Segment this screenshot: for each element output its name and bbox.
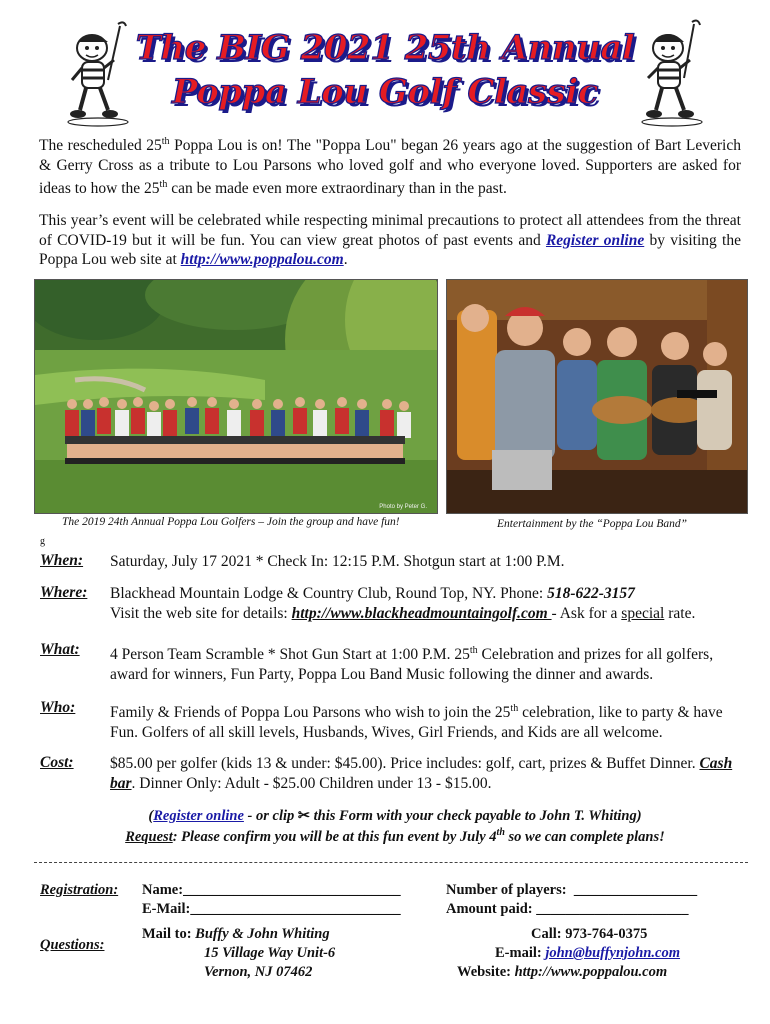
- when-label: When:: [40, 552, 84, 569]
- blackhead-website-link[interactable]: http://www.blackheadmountaingolf.com: [291, 604, 552, 622]
- register-online-callout-link[interactable]: Register online: [153, 808, 244, 824]
- number-of-players-field[interactable]: Number of players: _________________: [446, 882, 698, 898]
- where-label: Where:: [40, 584, 88, 601]
- band-photo-caption: Entertainment by the “Poppa Lou Band”: [497, 518, 688, 530]
- photo-credit: Photo by Peter G.: [379, 504, 427, 510]
- stray-mark: g: [40, 536, 45, 547]
- who-text: Family & Friends of Poppa Lou Parsons who wish to join the 25th celebration, like to party & have Fun. Golfers of all skill levels, Husbands, Wives, Girl Friends, and Kids are all welcome.: [110, 703, 723, 741]
- call-phone: Call: 973-764-0375: [531, 926, 648, 942]
- what-text: 4 Person Team Scramble * Shot Gun Start at 1:00 P.M. 25th Celebration and prizes for all golfers, award for winners, Fun Party, Poppa Lou Band Music following the dinner and awards.: [110, 645, 714, 683]
- contact-website: Website: http://www.poppalou.com: [457, 964, 668, 980]
- who-label: Who:: [40, 699, 76, 716]
- registration-label: Registration:: [40, 882, 119, 898]
- email-field[interactable]: E-Mail:_____________________________: [142, 901, 401, 917]
- callout-line-1: (Register online - or clip ✂ this Form with your check payable to John T. Whiting): [148, 808, 642, 824]
- register-online-link[interactable]: Register online: [545, 231, 645, 249]
- clip-line-divider: [34, 862, 748, 863]
- name-field[interactable]: Name:______________________________: [142, 882, 401, 898]
- callout-line-2: Request: Please confirm you will be at this fun event by July 4th so we can complete plans!: [125, 827, 665, 845]
- where-text: Blackhead Mountain Lodge & Country Club, Round Top, NY. Phone: 518-622-3157 Visit the web site for details: http://www.blackheadmountaingolf.com - Ask for a special rate.: [110, 585, 696, 622]
- golfers-photo-caption: The 2019 24th Annual Poppa Lou Golfers – Join the group and have fun!: [62, 516, 400, 528]
- poppa-lou-band-photo: [446, 279, 748, 514]
- title-line-1: The BIG 2021 25th Annual: [135, 28, 635, 68]
- contact-website-link[interactable]: http://www.poppalou.com: [514, 964, 668, 980]
- golfers-group-photo: [34, 279, 438, 514]
- intro-paragraph-1: The rescheduled 25th Poppa Lou is on! The "Poppa Lou" began 26 years ago at the suggestion of Bart Leverich & Gerry Cross as a tribute to Lou Parsons who loved golf and who everyone loved. Supporters are asked for ideas to how the 25th can be made even more extraordinary than in the past.: [39, 136, 741, 198]
- contact-email-link[interactable]: john@buffynjohn.com: [545, 945, 681, 961]
- cost-label: Cost:: [40, 754, 74, 771]
- when-text: Saturday, July 17 2021 * Check In: 12:15 P.M. Shotgun start at 1:00 P.M.: [110, 553, 565, 570]
- contact-email: E-mail: john@buffynjohn.com: [495, 945, 681, 961]
- title-line-2: Poppa Lou Golf Classic: [172, 72, 598, 112]
- what-label: What:: [40, 641, 80, 658]
- intro-paragraph-2: This year’s event will be celebrated while respecting minimal precautions to protect all attendees from the threat of COVID-19 but it will be fun. You can view great photos of past events and Register online by visiting the Poppa Lou web site at http://www.poppalou.com.: [39, 212, 741, 268]
- golfer-mascot-right-icon: [632, 18, 712, 130]
- questions-label: Questions:: [40, 937, 105, 953]
- amount-paid-field[interactable]: Amount paid: _____________________: [446, 901, 689, 917]
- scissors-icon: ✂: [297, 808, 311, 824]
- mail-address-line-2: Vernon, NJ 07462: [204, 964, 313, 980]
- cost-text: $85.00 per golfer (kids 13 & under: $45.00). Price includes: golf, cart, prizes & Buffet Dinner. Cash bar. Dinner Only: Adult - $25.00 Children under 13 - $15.00.: [110, 755, 733, 792]
- golf-club-phone: 518-622-3157: [547, 585, 635, 602]
- mail-to: Mail to: Buffy & John Whiting: [142, 926, 330, 942]
- mail-address-line-1: 15 Village Way Unit-6: [204, 945, 336, 961]
- poppalou-website-link[interactable]: http://www.poppalou.com: [180, 251, 344, 268]
